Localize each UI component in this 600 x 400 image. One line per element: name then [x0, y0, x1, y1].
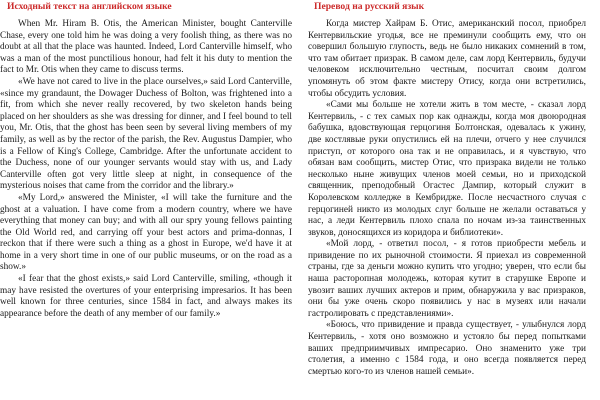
russian-column-heading: Перевод на русский язык: [314, 1, 425, 12]
russian-paragraph-3: «Мой лорд, - ответил посол, - я готов приобрести мебель и привидение по их рыночной стоимости. Я приехал из современной страны, где за деньги можно купить что угодно; уверен, что если бы наша расторопная молодежь, которая кутит в старушке Европе и увозит ваших лучших актеров и прим, обнаружила у вас призраков, они бы уже очень скоро появились у нас в музеях или начали гастролировать с представлениями».: [308, 239, 586, 319]
english-source-column: [0, 1, 292, 320]
english-paragraph-4: «I fear that the ghost exists,» said Lord Canterville, smiling, «though it may have resisted the overtures of your enterprising impresarios. It has been well known for three centuries, since 1584 in fact, and always makes its appearance before the death of any member of our family.»: [0, 274, 292, 319]
russian-translation-column: [308, 1, 586, 378]
russian-paragraph-4: «Боюсь, что привидение и правда существует, - улыбнулся лорд Кентервиль, - хотя оно возможно и устояло бы перед попытками ваших предприимчивых импресарио. Оно знаменито уже три столетия, а именно с 1584 года, и оно всегда появляется перед смертью кого-то из членов нашей семьи».: [308, 320, 586, 377]
english-paragraph-1: When Mr. Hiram B. Otis, the American Minister, bought Canterville Chase, every one told him he was doing a very foolish thing, as there was no doubt at all that the place was haunted. Indeed, Lord Canterville himself, who was a man of the most punctilious honour, had felt it his duty to mention the fact to Mr. Otis when they came to discuss terms.: [0, 19, 292, 76]
russian-paragraph-2: «Сами мы больше не хотели жить в том месте, - сказал лорд Кентервиль, - с тех самых пор как однажды, когда моя двоюродная бабушка, вдовствующая герцогиня Болтонская, одевалась к ужину, две костлявые руки опустились ей на плечи, отчего у нее случился приступ, от которого она так и не оправилась, и я чувствую, что обязан вам сообщить, мистер Отис, что призрака видели не только несколько ныне живущих членов моей семьи, но и приходской священник, преподобный Огастес Дампир, который служит в Королевском колледже в Кембридже. После несчастного случая с герцогиней никто из молодых слуг больше не желали оставаться у нас, а леди Кентервиль плохо спала по ночам из-за таинственных звуков, доносящихся из коридора и библиотеки».: [308, 100, 586, 238]
english-paragraph-3: «My Lord,» answered the Minister, «I will take the furniture and the ghost at a valuation. I have come from a modern country, where we have everything that money can buy; and with all our spry young fellows painting the Old World red, and carrying off your best actors and prima-donnas, I reckon that if there were such a thing as a ghost in Europe, we'd have it at home in a very short time in one of our public museums, or on the road as a show.»: [0, 192, 292, 273]
russian-paragraph-1: Когда мистер Хайрам Б. Отис, американский посол, приобрел Кентервильские угодья, все не преминули сообщить ему, что он совершил большую глупость, ведь не было никаких сомнений в том, что там обитает призрак. В самом деле, сам лорд Кентервиль, будучи человеком исключительно честным, посчитал своим долгом упомянуть об этом факте мистеру Отису, когда они встретились, чтобы обсудить условия.: [308, 19, 586, 99]
english-column-heading: Исходный текст на английском языке: [7, 1, 172, 12]
english-paragraph-2: «We have not cared to live in the place ourselves,» said Lord Canterville, «since my grandaunt, the Dowager Duchess of Bolton, was frightened into a fit, from which she never really recovered, by two skeleton hands being placed on her shoulders as she was dressing for dinner, and I feel bound to tell you, Mr. Otis, that the ghost has been seen by several living members of my family, as well as by the rector of the parish, the Rev. Augustus Dampier, who is a Fellow of King's College, Cambridge. After the unfortunate accident to the Duchess, none of our younger servants would stay with us, and Lady Canterville often got very little sleep at night, in consequence of the mysterious noises that came from the corridor and the library.»: [0, 76, 292, 192]
